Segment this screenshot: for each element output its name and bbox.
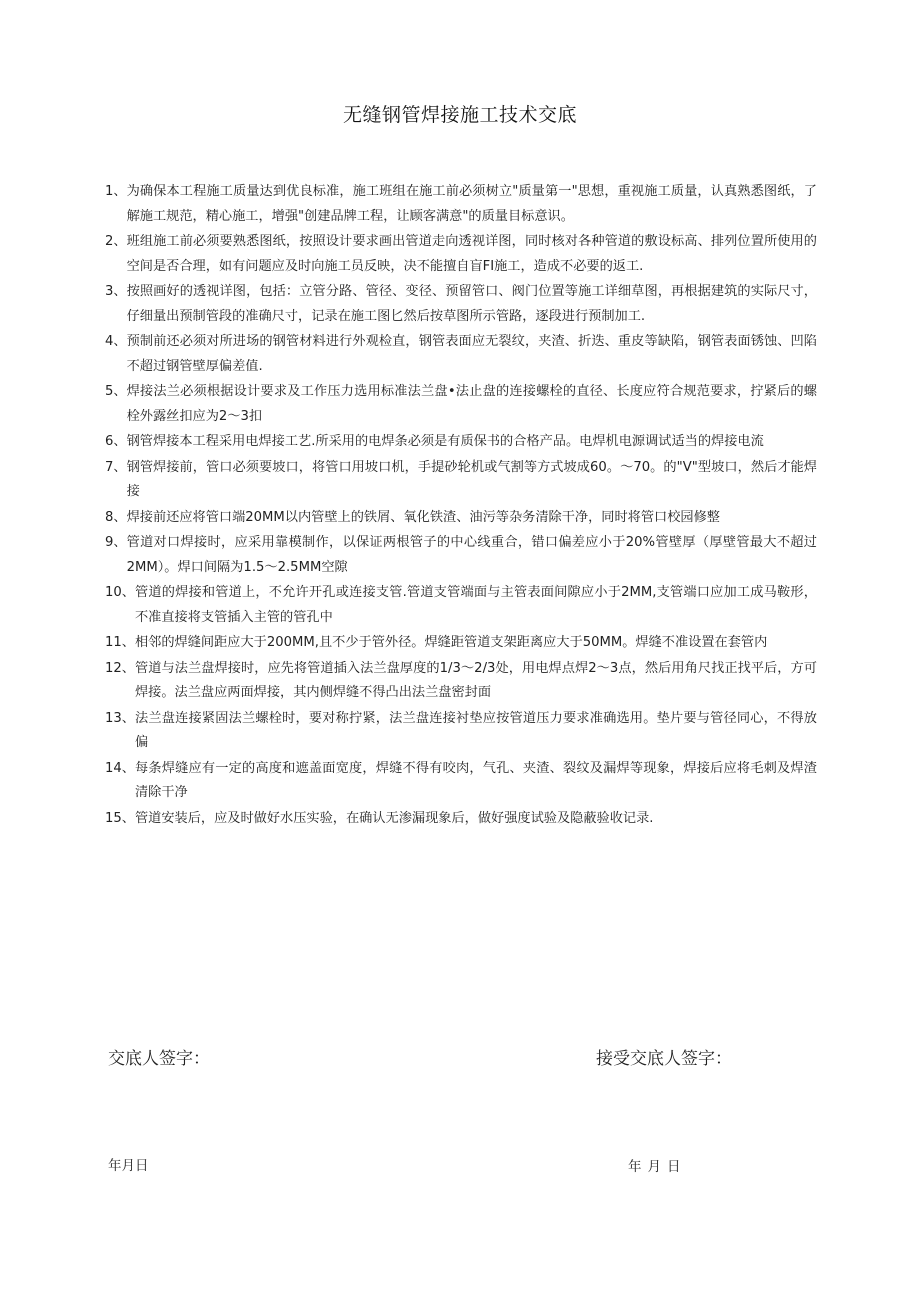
- item-number: 9、: [105, 535, 127, 550]
- document-title: 无缝钢管焊接施工技术交底: [342, 104, 577, 126]
- list-item: [105, 456, 817, 505]
- list-item: [105, 230, 817, 279]
- item-text: 管道对口焊接时，应采用靠模制作，以保证两根管子的中心线重合，错口偏差应小于20%管壁厚（厚壁管最大不超过2MM）。焊口间隔为1.5～2.5MM空隙: [126, 535, 817, 575]
- item-text: 相邻的焊缝间距应大于200MM,且不少于管外径。焊缝距管道支架距离应大于50MM。焊缝不准设置在套管内: [134, 635, 768, 650]
- item-text: 管道与法兰盘焊接时，应先将管道插入法兰盘厚度的1/3～2/3处，用电焊点焊2～3点，然后用角尺找正找平后，方可焊接。法兰盘应两面焊接，其内侧焊缝不得凸出法兰盘密封面: [134, 660, 817, 700]
- list-item: [105, 657, 817, 706]
- item-number: 6、: [105, 434, 127, 449]
- list-item: [105, 531, 817, 580]
- item-number: 11、: [105, 635, 135, 650]
- list-item: [105, 757, 817, 806]
- item-text: 每条焊缝应有一定的高度和遮盖面宽度，焊缝不得有咬肉，气孔、夹渣、裂纹及漏焊等现象，焊接后应将毛刺及焊渣清除干净: [134, 760, 817, 800]
- item-text: 法兰盘连接紧固法兰螺栓时，要对称拧紧，法兰盘连接衬垫应按管道压力要求准确选用。垫片要与管径同心，不得放偏: [134, 710, 817, 750]
- item-text: 管道安装后，应及时做好水压实验，在确认无渗漏现象后，做好强度试验及隐蔽验收记录.: [134, 810, 654, 826]
- item-text: 按照画好的透视详图，包括：立管分路、管径、变径、预留管口、阀门位置等施工详细草图，再根据建筑的实际尺寸，仔细量出预制管段的准确尺寸，记录在施工图匕然后按草图所示管路，逐段进行预制加工.: [126, 284, 817, 324]
- item-text: 管道的焊接和管道上，不允许开孔或连接支管.管道支管端面与主管表面间隙应小于2MM,支管端口应加工成马鞍形，不准直接将支管插入主管的管孔中: [134, 585, 817, 625]
- presenter-signature-label: 交底人签字：: [108, 1049, 210, 1069]
- instruction-list: [105, 180, 817, 832]
- item-text: 钢管焊接本工程采用电焊接工艺.所采用的电焊条必须是有质保书的合格产品。电焊机电源调试适当的焊接电流: [126, 434, 764, 449]
- list-item: [105, 707, 817, 756]
- list-item: [105, 631, 817, 656]
- item-number: 13、: [105, 710, 135, 726]
- receiver-date-label: 年月日: [628, 1159, 687, 1175]
- list-item: [105, 180, 817, 229]
- item-text: 班组施工前必须要熟悉图纸，按照设计要求画出管道走向透视详图，同时核对各种管道的敷设标高、排列位置所使用的空间是否合理，如有问题应及时向施工员反映，决不能擅自盲FI施工，造成不必要的返工.: [126, 234, 817, 274]
- item-text: 焊接前还应将管口端20MM以内管壁上的铁屑、氧化铁渣、油污等杂务清除干净，同时将管口校园修整: [126, 509, 720, 525]
- item-text: 预制前还必须对所进场的钢管材料进行外观检直，钢管表面应无裂纹，夹渣、折迭、重皮等缺陷，钢管表面锈蚀、凹陷不超过钢管壁厚偏差值.: [126, 334, 817, 374]
- list-item: [105, 506, 817, 531]
- item-number: 4、: [105, 334, 127, 349]
- presenter-date-label: 年月日: [108, 1158, 149, 1174]
- item-number: 10、: [105, 585, 135, 600]
- item-number: 12、: [105, 660, 135, 676]
- item-number: 15、: [105, 810, 135, 826]
- list-item: [105, 380, 817, 429]
- item-text: 为确保本工程施工质量达到优良标准，施工班组在施工前必须树立"质量第一"思想，重视施工质量，认真熟悉图纸，了解施工规范，精心施工，增强"创建品牌工程，让顾客满意"的质量目标意识。: [126, 184, 817, 224]
- item-number: 3、: [105, 284, 127, 299]
- list-item: [105, 581, 817, 630]
- item-text: 焊接法兰必须根据设计要求及工作压力选用标准法兰盘•法止盘的连接螺栓的直径、长度应符合规范要求，拧紧后的螺栓外露丝扣应为2～3扣: [126, 384, 817, 424]
- list-item: [105, 330, 817, 379]
- receiver-signature-label: 接受交底人签字：: [596, 1049, 732, 1069]
- item-number: 14、: [105, 760, 135, 776]
- list-item: [105, 280, 817, 329]
- list-item: [105, 807, 817, 832]
- item-text: 钢管焊接前，管口必须要坡口，将管口用坡口机，手提砂轮机或气割等方式坡成60。～70。的"V"型坡口，然后才能焊接: [126, 459, 817, 499]
- item-number: 7、: [105, 459, 127, 475]
- item-number: 8、: [105, 509, 127, 525]
- item-number: 5、: [105, 384, 127, 399]
- list-item: [105, 430, 817, 455]
- item-number: 1、: [105, 184, 127, 199]
- item-number: 2、: [105, 234, 127, 249]
